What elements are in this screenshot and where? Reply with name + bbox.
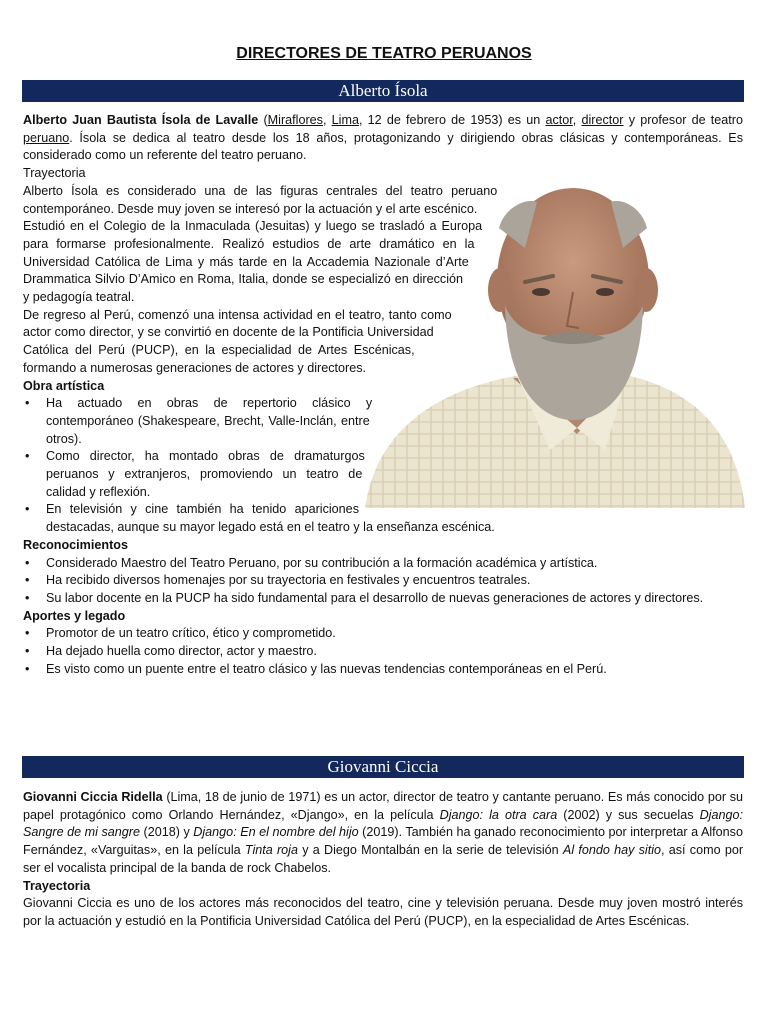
trayectoria-paragraph-1: Alberto Ísola es considerado una de las figuras centrales del teatro peruano contemporáneo. Desde muy joven se interesó por la actuación y el arte escénico. <box>23 183 498 216</box>
series-title: Al fondo hay sitio <box>562 843 662 858</box>
intro-paragraph: Alberto Juan Bautista Ísola de Lavalle (Miraflores, Lima, 12 de febrero de 1953) es un actor, director y profesor de teatro peruano. Ísola se dedica al teatro desde los 18 años, protagonizando y dirigiendo obras clásicas y contemporáneas. Es considerado como un referente del teatro peruano. <box>23 113 743 163</box>
section-alberto-isola <box>23 112 743 742</box>
list-item: • Su labor docente en la PUCP ha sido fundamental para el desarrollo de nuevas generaciones de actores y directores. <box>23 590 743 608</box>
link-lima[interactable]: Lima <box>331 113 359 127</box>
aportes-list <box>23 625 743 678</box>
trayectoria-paragraph: Giovanni Ciccia es uno de los actores más reconocidos del teatro, cine y televisión peruana. Desde muy joven mostró interés por la actuación y estudió en la Pontificia Universidad Católica del Perú (PUCP), en la especialidad de Artes Escénicas. <box>23 896 743 928</box>
link-director[interactable]: director <box>581 113 624 127</box>
list-item: • Como director, ha montado obras de dramaturgos peruanos y extranjeros, promoviendo un teatro de calidad y reflexión. <box>23 448 743 501</box>
heading-trayectoria: Trayectoria <box>23 878 91 893</box>
list-item: • En televisión y cine también ha tenido apariciones destacadas, aunque su mayor legado está en el teatro y la enseñanza escénica. <box>23 501 743 536</box>
list-item: • Ha recibido diversos homenajes por su trayectoria en festivales y encuentros teatrales. <box>23 572 743 590</box>
list-item: • Ha dejado huella como director, actor y maestro. <box>23 643 743 661</box>
section-giovanni-ciccia <box>23 789 743 931</box>
full-name: Alberto Juan Bautista Ísola de Lavalle <box>23 113 259 127</box>
film-title: Tinta roja <box>244 843 298 858</box>
film-title: Django: Sangre de mi sangre <box>23 807 743 840</box>
film-title: Django: En el nombre del hijo <box>193 825 359 840</box>
list-item: • Es visto como un puente entre el teatro clásico y las nuevas tendencias contemporáneas en el Perú. <box>23 661 743 679</box>
link-peruano[interactable]: peruano <box>23 130 70 145</box>
full-name: Giovanni Ciccia Ridella <box>23 790 163 804</box>
list-item: • Ha actuado en obras de repertorio clásico y contemporáneo (Shakespeare, Brecht, Valle-Inclán, entre otros). <box>23 395 743 448</box>
link-miraflores[interactable]: Miraflores <box>267 113 323 127</box>
trayectoria-paragraph-3: De regreso al Perú, comenzó una intensa actividad en el teatro, tanto como actor como director, y se convirtió en docente de la Pontificia Universidad Católica del Perú (PUCP), en la especialidad de Artes Escénicas, formando a numerosas generaciones de actores y directores. <box>23 307 452 375</box>
document-title: DIRECTORES DE TEATRO PERUANOS <box>236 45 532 62</box>
heading-reconocimientos: Reconocimientos <box>23 537 128 552</box>
section-header-alberto-isola: Alberto Ísola <box>22 80 744 102</box>
list-item: • Promotor de un teatro crítico, ético y comprometido. <box>23 625 743 643</box>
list-item: • Considerado Maestro del Teatro Peruano, por su contribución a la formación académica y artística. <box>23 555 743 573</box>
trayectoria-paragraph-2: Estudió en el Colegio de la Inmaculada (Jesuitas) y luego se trasladó a Europa para formarse profesionalmente. Realizó estudios de arte dramático en la Universidad Católica de Lima y más tarde en la Accademia Nazionale d’Arte Drammatica Silvio D’Amico en Roma, Italia, donde se especializó en dirección y pedagogía teatral. <box>23 219 483 305</box>
heading-aportes-legado: Aportes y legado <box>23 608 126 623</box>
heading-obra-artistica: Obra artística <box>23 378 105 393</box>
intro-paragraph: Giovanni Ciccia Ridella (Lima, 18 de junio de 1971) es un actor, director de teatro y cantante peruano. Es más conocido por su papel protagónico como Orlando Hernández, «Django», en la película Django: la otra cara (2002) y sus secuelas Django: Sangre de mi sangre (2018) y Django: En el nombre del hijo (2019). También ha ganado reconocimiento por interpretar a Alfonso Fernández, «Varguitas», en la película Tinta roja y a Diego Montalbán en la serie de televisión Al fondo hay sitio, así como por ser el vocalista principal de la banda de rock Chabelos. <box>23 790 744 875</box>
obra-list <box>23 395 743 537</box>
film-title: Django: la otra cara <box>439 807 558 822</box>
reconocimientos-list <box>23 555 743 608</box>
section-header-giovanni-ciccia: Giovanni Ciccia <box>22 756 744 778</box>
link-actor[interactable]: actor <box>545 113 573 127</box>
heading-trayectoria-plain: Trayectoria <box>23 166 86 181</box>
